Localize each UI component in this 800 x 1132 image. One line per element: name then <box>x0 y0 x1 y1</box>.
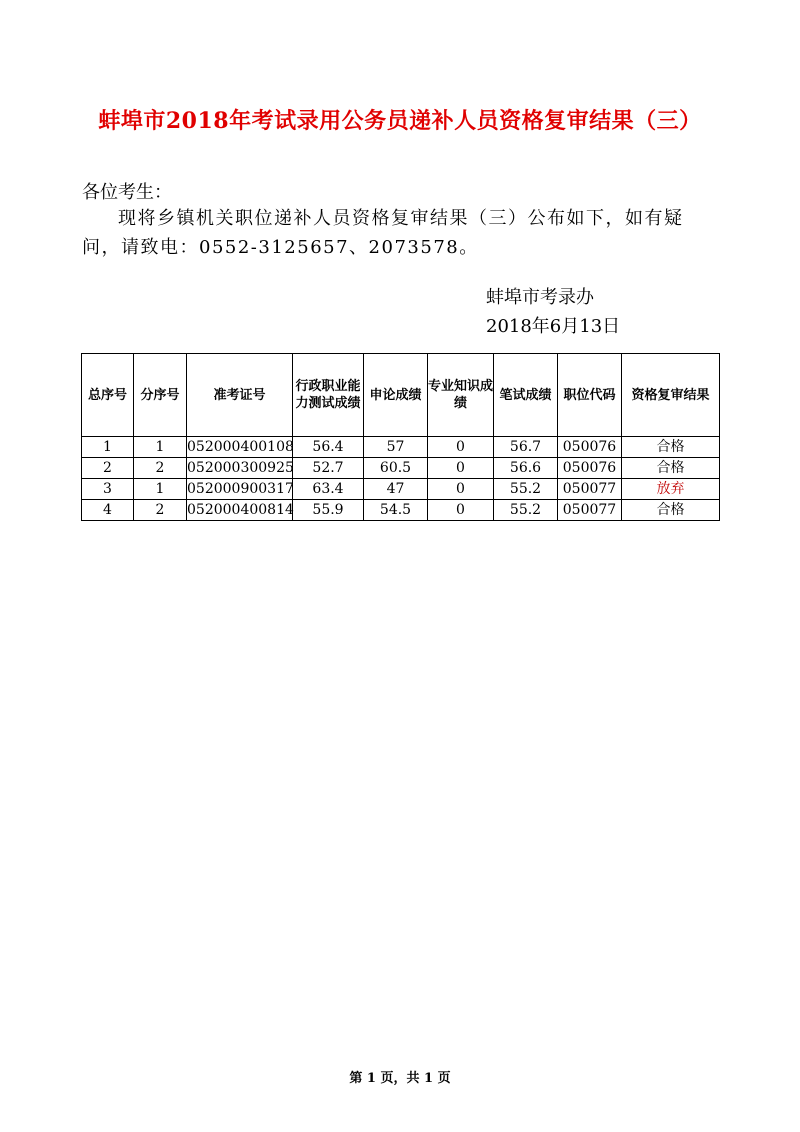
header-essay-score: 申论成绩 <box>364 354 428 437</box>
cell-total-seq: 3 <box>82 479 134 500</box>
cell-essay-score: 57 <box>364 437 428 458</box>
cell-review-result: 合格 <box>622 458 720 479</box>
cell-professional-score: 0 <box>428 437 494 458</box>
cell-total-seq: 1 <box>82 437 134 458</box>
table-header-row <box>82 354 720 437</box>
cell-aptitude-score: 63.4 <box>293 479 364 500</box>
issue-date: 2018年6月13日 <box>486 316 621 337</box>
cell-written-score: 56.6 <box>494 458 558 479</box>
cell-sub-seq: 1 <box>134 479 187 500</box>
cell-ticket-number: 052000400108 <box>187 437 293 458</box>
header-review-result: 资格复审结果 <box>622 354 720 437</box>
cell-essay-score: 47 <box>364 479 428 500</box>
greeting: 各位考生： <box>82 182 172 203</box>
cell-sub-seq: 1 <box>134 437 187 458</box>
cell-written-score: 55.2 <box>494 500 558 521</box>
header-ticket-number: 准考证号 <box>187 354 293 437</box>
table-row <box>82 437 720 458</box>
cell-total-seq: 2 <box>82 458 134 479</box>
cell-essay-score: 60.5 <box>364 458 428 479</box>
cell-total-seq: 4 <box>82 500 134 521</box>
cell-professional-score: 0 <box>428 500 494 521</box>
header-professional-score: 专业知识成绩 <box>428 354 494 437</box>
issuer-signature: 蚌埠市考录办 <box>486 287 594 308</box>
page-footer: 第 1 页，共 1 页 <box>349 1071 451 1086</box>
cell-ticket-number: 052000900317 <box>187 479 293 500</box>
cell-position-code: 050077 <box>558 500 622 521</box>
cell-aptitude-score: 55.9 <box>293 500 364 521</box>
header-total-seq: 总序号 <box>82 354 134 437</box>
page-title: 蚌埠市2018年考试录用公务员递补人员资格复审结果（三） <box>98 108 702 134</box>
cell-professional-score: 0 <box>428 458 494 479</box>
cell-aptitude-score: 56.4 <box>293 437 364 458</box>
header-aptitude-score: 行政职业能力测试成绩 <box>293 354 364 437</box>
header-position-code: 职位代码 <box>558 354 622 437</box>
cell-position-code: 050076 <box>558 437 622 458</box>
cell-ticket-number: 052000400814 <box>187 500 293 521</box>
cell-review-result: 放弃 <box>622 479 720 500</box>
cell-review-result: 合格 <box>622 437 720 458</box>
cell-professional-score: 0 <box>428 479 494 500</box>
cell-essay-score: 54.5 <box>364 500 428 521</box>
header-written-score: 笔试成绩 <box>494 354 558 437</box>
cell-sub-seq: 2 <box>134 458 187 479</box>
notice-paragraph: 现将乡镇机关职位递补人员资格复审结果（三）公布如下，如有疑问，请致电：0552-3125657、2073578。 <box>82 208 684 258</box>
cell-written-score: 55.2 <box>494 479 558 500</box>
cell-aptitude-score: 52.7 <box>293 458 364 479</box>
cell-ticket-number: 052000300925 <box>187 458 293 479</box>
table-row <box>82 458 720 479</box>
cell-written-score: 56.7 <box>494 437 558 458</box>
cell-sub-seq: 2 <box>134 500 187 521</box>
results-table <box>81 353 720 521</box>
table-row <box>82 500 720 521</box>
cell-review-result: 合格 <box>622 500 720 521</box>
table-row <box>82 479 720 500</box>
cell-position-code: 050076 <box>558 458 622 479</box>
cell-position-code: 050077 <box>558 479 622 500</box>
header-sub-seq: 分序号 <box>134 354 187 437</box>
